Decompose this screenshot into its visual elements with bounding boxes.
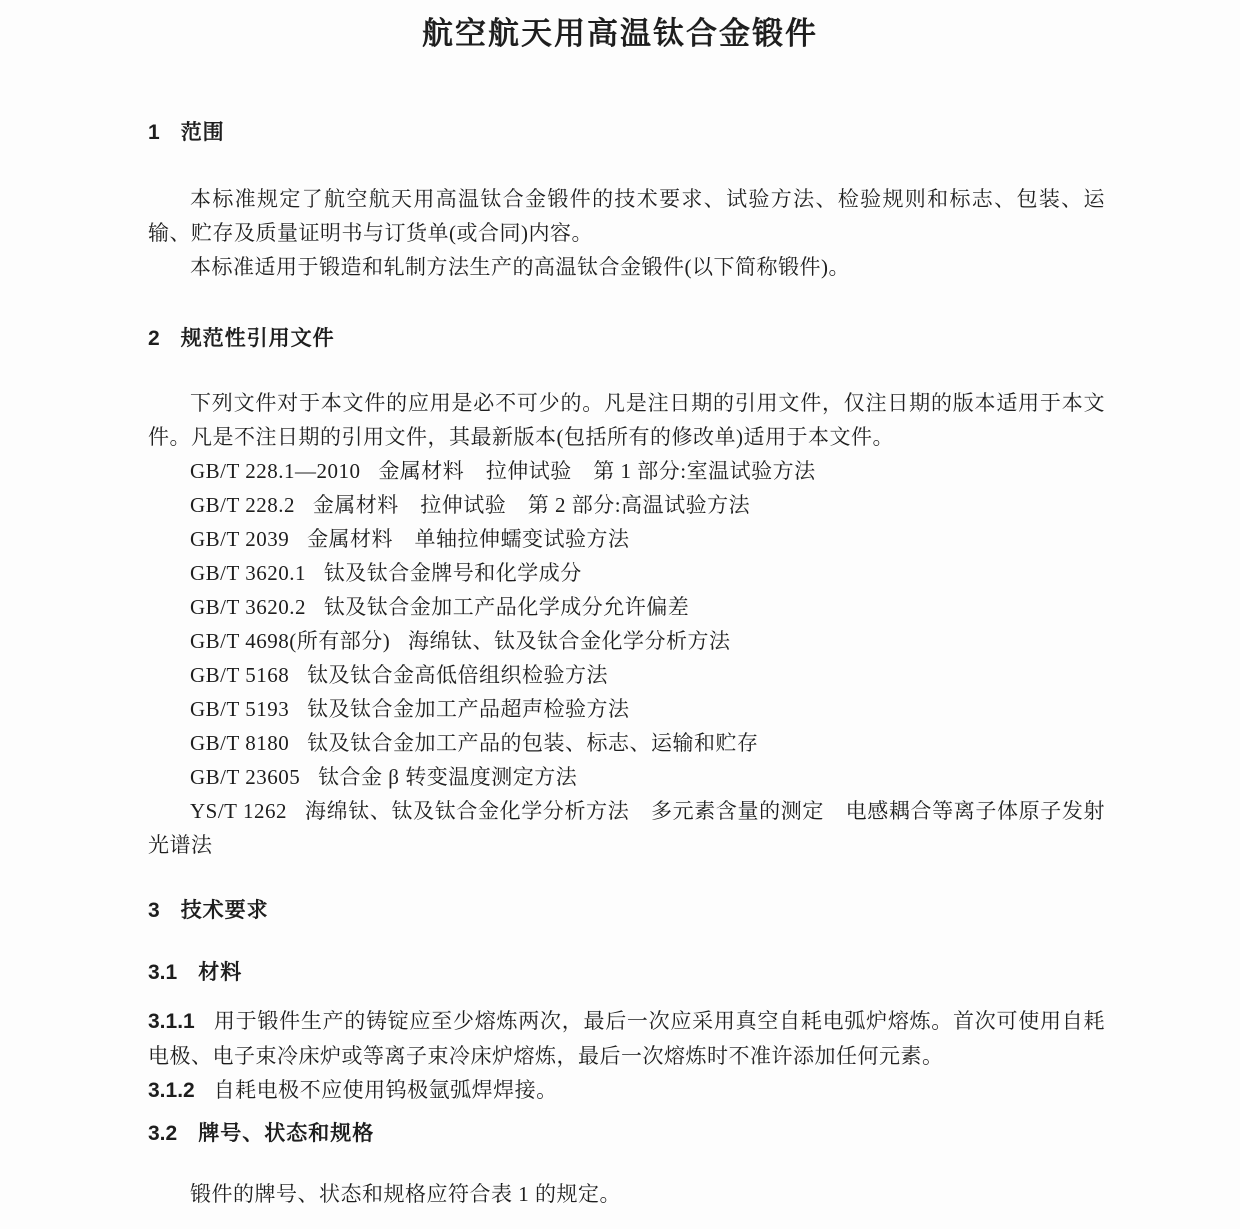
section-2-heading-text: 规范性引用文件 [180, 327, 335, 350]
scope-paragraph-2: 本标准适用于锻造和轧制方法生产的高温钛合金锻件(以下简称锻件)。 [190, 255, 850, 279]
section-3-heading-text: 技术要求 [180, 899, 269, 922]
reference-item [148, 794, 1105, 862]
section-2-number: 2 [148, 327, 160, 350]
section-3-1-number: 3.1 [148, 961, 178, 984]
section-1-heading-text: 范围 [180, 121, 225, 144]
reference-title: 钛及钛合金牌号和化学成分 [323, 561, 582, 585]
reference-item [148, 522, 1105, 556]
clause-3-1-2-text: 自耗电极不应使用钨极氩弧焊焊接。 [213, 1078, 558, 1102]
reference-code: GB/T 3620.1 [190, 561, 306, 585]
reference-item [148, 488, 1105, 522]
clause-3-1-1 [148, 1004, 1105, 1073]
reference-title: 钛及钛合金加工产品的包装、标志、运输和贮存 [307, 731, 759, 755]
reference-item [148, 692, 1105, 726]
section-3-1-body [148, 1004, 1105, 1108]
section-3-2-number: 3.2 [148, 1122, 178, 1145]
section-3-2-heading-text: 牌号、状态和规格 [198, 1122, 375, 1145]
reference-title: 钛合金 β 转变温度测定方法 [318, 765, 578, 789]
reference-title: 海绵钛、钛及钛合金化学分析方法 [408, 629, 731, 653]
reference-code: GB/T 3620.2 [190, 595, 306, 619]
reference-code: GB/T 5168 [190, 663, 290, 687]
reference-item [148, 760, 1105, 794]
section-2-heading [148, 324, 1105, 354]
reference-item [148, 454, 1105, 488]
reference-item [148, 590, 1105, 624]
section-1-body [148, 182, 1105, 284]
clause-3-1-1-text: 用于锻件生产的铸锭应至少熔炼两次，最后一次应采用真空自耗电弧炉熔炼。首次可使用自耗电极、电子束冷床炉或等离子束冷床炉熔炼，最后一次熔炼时不准许添加任何元素。 [148, 1009, 1105, 1068]
references-intro: 下列文件对于本文件的应用是必不可少的。凡是注日期的引用文件，仅注日期的版本适用于本文件。凡是不注日期的引用文件，其最新版本(包括所有的修改单)适用于本文件。 [148, 391, 1105, 449]
section-3-heading [148, 896, 1105, 926]
reference-title: 金属材料 拉伸试验 第 2 部分:高温试验方法 [312, 493, 751, 517]
reference-title: 钛及钛合金加工产品化学成分允许偏差 [323, 595, 690, 619]
reference-title: 钛及钛合金加工产品超声检验方法 [307, 697, 630, 721]
clause-3-1-1-number: 3.1.1 [148, 1010, 195, 1033]
section-3-number: 3 [148, 899, 160, 922]
section-3-1-heading-text: 材料 [198, 961, 243, 984]
section-3-2-heading [148, 1119, 1105, 1149]
scope-paragraph-1: 本标准规定了航空航天用高温钛合金锻件的技术要求、试验方法、检验规则和标志、包装、运输、贮存及质量证明书与订货单(或合同)内容。 [148, 187, 1105, 245]
reference-item [148, 556, 1105, 590]
reference-title: 金属材料 拉伸试验 第 1 部分:室温试验方法 [378, 459, 816, 483]
reference-code: GB/T 5193 [190, 697, 290, 721]
document-title: 航空航天用高温钛合金锻件 [422, 16, 818, 51]
reference-code: YS/T 1262 [190, 799, 288, 823]
reference-code: GB/T 228.2 [190, 493, 295, 517]
reference-code: GB/T 23605 [190, 765, 301, 789]
reference-item [148, 726, 1105, 760]
reference-item [148, 658, 1105, 692]
clause-3-1-2-number: 3.1.2 [148, 1079, 195, 1102]
reference-code: GB/T 4698(所有部分) [190, 629, 391, 653]
section-2-body [148, 386, 1105, 862]
section-1-number: 1 [148, 121, 160, 144]
section-3-2-body [148, 1177, 1105, 1211]
clause-3-1-2 [148, 1073, 1105, 1108]
reference-code: GB/T 2039 [190, 527, 290, 551]
reference-title: 金属材料 单轴拉伸蠕变试验方法 [307, 527, 630, 551]
reference-code: GB/T 228.1—2010 [190, 459, 361, 483]
reference-item [148, 624, 1105, 658]
section-1-heading [148, 118, 1105, 148]
grade-paragraph: 锻件的牌号、状态和规格应符合表 1 的规定。 [190, 1182, 621, 1206]
reference-title: 钛及钛合金高低倍组织检验方法 [307, 663, 609, 687]
reference-title: 海绵钛、钛及钛合金化学分析方法 多元素含量的测定 电感耦合等离子体原子发射光谱法 [148, 799, 1105, 857]
section-3-1-heading [148, 958, 1105, 988]
reference-code: GB/T 8180 [190, 731, 290, 755]
